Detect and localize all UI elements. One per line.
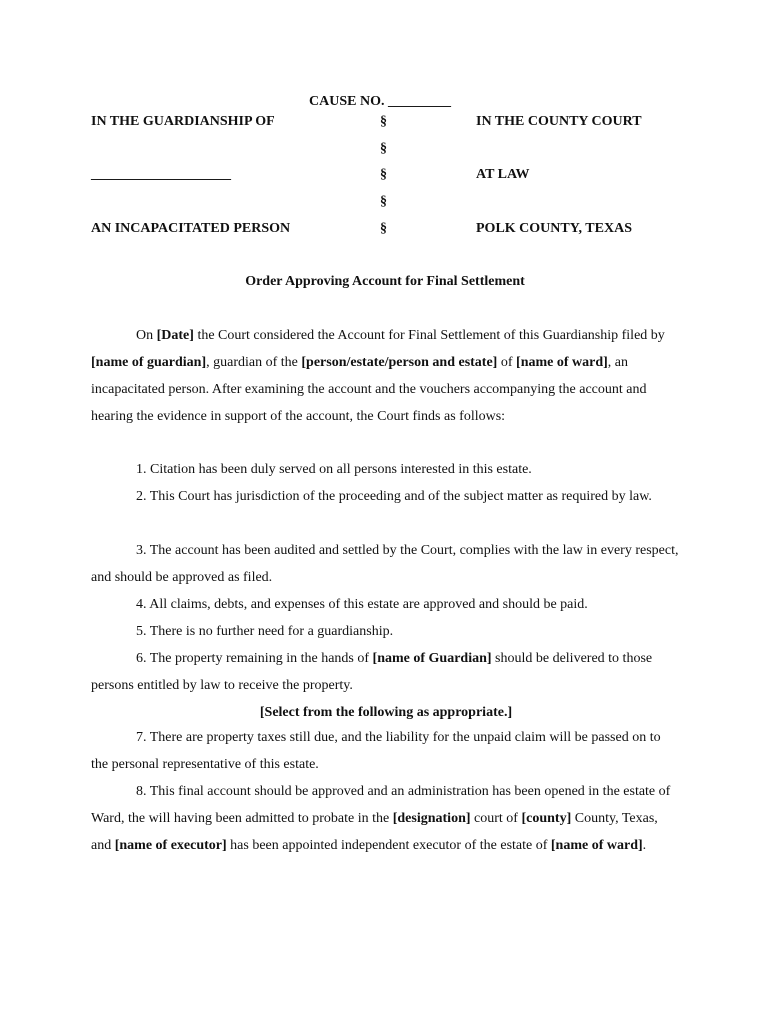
finding-8 <box>91 778 681 859</box>
finding-2: 2. This Court has jurisdiction of the proceeding and of the subject matter as required by law. <box>136 489 652 504</box>
section-sign: § <box>380 194 387 209</box>
section-sign: § <box>380 167 387 182</box>
document-title: Order Approving Account for Final Settlement <box>245 274 525 289</box>
finding-6-text: 6. The property remaining in the hands of <box>136 651 373 666</box>
intro-text: , an incapacitated person. After examining the account and the vouchers accompanying the account and hearing the evidence in support of the account, the Court finds as follows: <box>91 355 647 424</box>
intro-text: of <box>497 355 517 370</box>
intro-text: the Court considered the Account for Final Settlement of this Guardianship filed by <box>193 328 665 343</box>
intro-text: , guardian of the <box>206 355 302 370</box>
ward-name-placeholder: [name of ward] <box>516 355 608 370</box>
designation-placeholder: [designation] <box>392 811 471 826</box>
date-placeholder: [Date] <box>156 328 194 343</box>
county-placeholder: [county] <box>521 811 572 826</box>
intro-paragraph <box>91 322 681 430</box>
finding-5: 5. There is no further need for a guardianship. <box>136 624 394 639</box>
finding-6 <box>91 645 681 699</box>
finding-1: 1. Citation has been duly served on all persons interested in this estate. <box>136 462 532 477</box>
finding-4: 4. All claims, debts, and expenses of this estate are approved and should be paid. <box>136 597 588 612</box>
executor-name-placeholder: [name of executor] <box>114 838 227 853</box>
finding-7: 7. There are property taxes still due, and the liability for the unpaid claim will be passed on to the personal representative of this estate. <box>91 730 661 772</box>
finding-8-text: court of <box>470 811 522 826</box>
finding-8-text: 8. This final account should be approved and an administration has been opened in the estate of Ward, the will having been admitted to probate in the <box>91 784 671 826</box>
estate-type-placeholder: [person/estate/person and estate] <box>301 355 498 370</box>
guardian-name-placeholder: [name of guardian] <box>91 355 207 370</box>
finding-8-text: has been appointed independent executor of the estate of <box>226 838 551 853</box>
finding-8-text: County, Texas, and <box>91 811 658 853</box>
section-sign: § <box>380 221 387 236</box>
finding-8-text: . <box>642 838 647 853</box>
caption-right-line-3: POLK COUNTY, TEXAS <box>476 221 632 236</box>
finding-3: 3. The account has been audited and settled by the Court, complies with the law in every respect, and should be approved as filed. <box>91 543 679 585</box>
section-sign: § <box>380 114 387 129</box>
select-instruction: [Select from the following as appropriate.] <box>259 705 513 720</box>
caption-right-line-1: IN THE COUNTY COURT <box>476 114 642 129</box>
caption-left-line-1: IN THE GUARDIANSHIP OF <box>91 114 275 129</box>
caption-left-line-3: AN INCAPACITATED PERSON <box>91 221 291 236</box>
ward-name-placeholder: [name of ward] <box>550 838 643 853</box>
section-sign: § <box>380 141 387 156</box>
caption-left-blank-line: ____________________ <box>91 167 231 182</box>
guardian-name-placeholder: [name of Guardian] <box>372 651 492 666</box>
caption-right-line-2: AT LAW <box>476 167 530 182</box>
intro-text: On <box>136 328 157 343</box>
cause-number: CAUSE NO. _________ <box>309 94 451 109</box>
finding-6-text: should be delivered to those persons entitled by law to receive the property. <box>91 651 653 693</box>
